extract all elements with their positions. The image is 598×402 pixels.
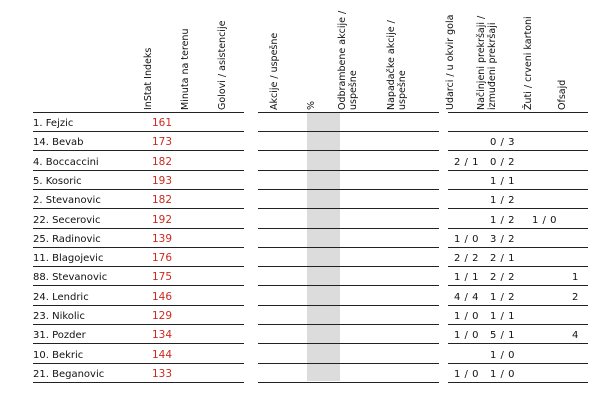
shots-value: 1 / 0 — [454, 233, 479, 245]
instat-index-value: 161 — [152, 117, 173, 129]
player-name: 14. Bevab — [33, 137, 84, 149]
table-row — [0, 210, 598, 229]
cards-value: 1 / 0 — [532, 214, 557, 226]
header-instat-index: InStat Indeks — [143, 47, 154, 110]
table-row — [0, 267, 598, 286]
fouls-value: 1 / 1 — [490, 175, 515, 187]
instat-index-value: 134 — [152, 329, 173, 342]
table-row — [0, 113, 598, 132]
header-divider — [448, 112, 588, 113]
player-name: 4. Boccaccini — [33, 156, 99, 168]
player-name: 2. Stevanovic — [33, 195, 101, 207]
instat-index-value: 129 — [152, 310, 173, 322]
table-row — [0, 287, 598, 306]
instat-index-value: 192 — [152, 213, 173, 226]
instat-index-value: 173 — [152, 136, 173, 149]
offside-value: 1 — [572, 272, 579, 284]
shots-value: 1 / 0 — [454, 330, 479, 342]
fouls-value: 1 / 2 — [490, 214, 515, 226]
row-divider — [258, 382, 439, 383]
instat-index-value: 176 — [152, 252, 173, 265]
player-name: 1. Fejzic — [33, 118, 74, 129]
header-minutes: Minuta na terenu — [180, 28, 191, 110]
header-divider — [258, 112, 439, 113]
instat-index-value: 144 — [152, 348, 173, 361]
header-offside: Ofsajd — [557, 79, 568, 110]
table-row — [0, 132, 598, 151]
fouls-value: 1 / 1 — [490, 311, 515, 322]
player-name: 11. Blagojevic — [33, 253, 104, 265]
header-fouls-line1: Načinjeni prekršaji / — [476, 15, 487, 110]
header-divider — [33, 112, 244, 113]
table-row — [0, 190, 598, 209]
header-attacking-line1: Napadačke akcije / — [386, 20, 397, 110]
table-row — [0, 325, 598, 344]
instat-index-value: 182 — [152, 155, 173, 168]
instat-index-value: 146 — [152, 290, 173, 303]
instat-index-value: 139 — [152, 232, 173, 245]
table-row — [0, 306, 598, 325]
header-attacking-line2: uspešne — [397, 70, 408, 110]
shots-value: 4 / 4 — [454, 291, 479, 303]
player-name: 22. Secerovic — [33, 214, 101, 226]
header-defensive-line2: uspešne — [348, 70, 359, 110]
header-goals-assists: Golovi / asistencije — [217, 20, 228, 110]
header-cards: Žuti / crveni kartoni — [523, 16, 534, 110]
row-divider — [33, 382, 244, 383]
header-percent: % — [306, 100, 317, 110]
fouls-value: 2 / 2 — [490, 272, 515, 284]
instat-index-value: 133 — [152, 367, 173, 380]
table-row — [0, 248, 598, 267]
fouls-value: 1 / 2 — [490, 291, 515, 303]
row-divider — [448, 382, 588, 383]
shots-value: 1 / 1 — [454, 272, 479, 284]
player-name: 23. Nikolic — [33, 311, 85, 322]
fouls-value: 5 / 1 — [490, 330, 515, 342]
shots-value: 2 / 1 — [454, 156, 479, 168]
shots-value: 1 / 0 — [454, 311, 479, 322]
offside-value: 4 — [572, 330, 579, 342]
header-shots: Udarci / u okvir gola — [445, 14, 456, 110]
player-name: 88. Stevanovic — [33, 272, 108, 284]
fouls-value: 0 / 2 — [490, 156, 515, 168]
player-name: 10. Bekric — [33, 349, 84, 361]
player-name: 25. Radinovic — [33, 233, 101, 245]
header-fouls-line2: izmuđeni prekršaji — [487, 22, 498, 110]
header-defensive-line1: Odbrambene akcije / — [337, 10, 348, 110]
table-row — [0, 171, 598, 190]
fouls-value: 1 / 0 — [490, 368, 515, 380]
shots-value: 2 / 2 — [454, 253, 479, 265]
shots-value: 1 / 0 — [454, 368, 479, 380]
table-row — [0, 364, 598, 383]
instat-index-value: 175 — [152, 271, 173, 284]
player-name: 24. Lendric — [33, 291, 89, 303]
fouls-value: 1 / 2 — [490, 195, 515, 207]
player-name: 31. Pozder — [33, 330, 86, 342]
player-name: 21. Beganovic — [33, 368, 105, 380]
fouls-value: 0 / 3 — [490, 137, 515, 149]
offside-value: 2 — [572, 291, 579, 303]
instat-index-value: 182 — [152, 194, 173, 207]
player-name: 5. Kosoric — [33, 175, 82, 187]
fouls-value: 3 / 2 — [490, 233, 515, 245]
fouls-value: 2 / 1 — [490, 253, 515, 265]
table-row — [0, 152, 598, 171]
header-actions: Akcije / uspešne — [269, 32, 280, 110]
fouls-value: 1 / 0 — [490, 349, 515, 361]
instat-index-value: 193 — [152, 174, 173, 187]
table-row — [0, 345, 598, 364]
table-row — [0, 229, 598, 248]
